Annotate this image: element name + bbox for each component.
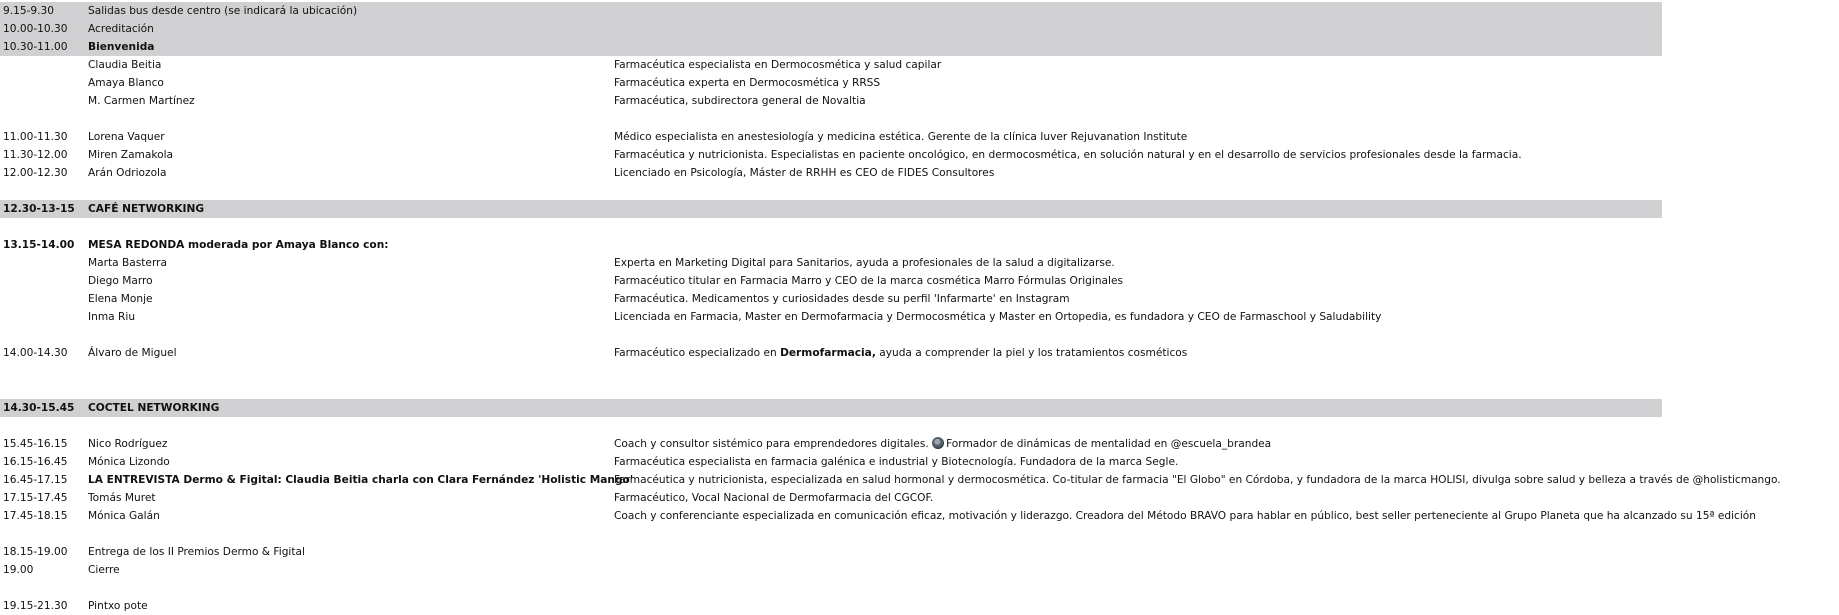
speaker-name: Tomás Muret: [88, 492, 156, 504]
time-cell: 12.00-12.30: [3, 167, 68, 179]
agenda-row: [0, 146, 1839, 164]
description-text: Coach y consultor sistémico para emprendedores digitales.: [614, 438, 933, 450]
agenda-row: [0, 507, 1839, 525]
agenda-row: [0, 290, 1839, 308]
speaker-name: Diego Marro: [88, 275, 153, 287]
speaker-name: Lorena Vaquer: [88, 131, 165, 143]
speaker-name: Mónica Lizondo: [88, 456, 170, 468]
speaker-name: Claudia Beitia: [88, 59, 162, 71]
time-cell: 17.15-17.45: [3, 492, 68, 504]
speaker-name: Arán Odriozola: [88, 167, 167, 179]
title-cell: MESA REDONDA moderada por Amaya Blanco con:: [88, 239, 389, 251]
time-cell: 11.00-11.30: [3, 131, 68, 143]
speaker-name: Amaya Blanco: [88, 77, 164, 89]
agenda-row: [0, 597, 1839, 615]
time-cell: 10.30-11.00: [3, 41, 68, 53]
speaker-description: Farmacéutico titular en Farmacia Marro y CEO de la marca cosmética Marro Fórmulas Originales: [614, 275, 1124, 287]
agenda-row: [0, 344, 1839, 362]
speaker-description: Farmacéutica, subdirectora general de Novaltia: [614, 95, 866, 107]
agenda-row: [0, 254, 1839, 272]
globe-icon: [932, 437, 944, 449]
agenda-row: [0, 399, 1662, 417]
speaker-name: Nico Rodríguez: [88, 438, 168, 450]
speaker-description: Farmacéutica y nutricionista. Especialistas en paciente oncológico, en dermocosmética, en solución natural y en el desarrollo de servicios profesionales desde la farmacia.: [614, 149, 1522, 161]
speaker-name: Álvaro de Miguel: [88, 347, 177, 359]
agenda-row: [0, 471, 1839, 489]
time-cell: 14.00-14.30: [3, 347, 68, 359]
speaker-description: Coach y conferenciante especializada en comunicación eficaz, motivación y liderazgo. Creadora del Método BRAVO para hablar en público, best seller perteneciente al Grupo Planeta que ha alcanzado su 15ª edición: [614, 510, 1756, 522]
speaker-name: Elena Monje: [88, 293, 153, 305]
time-cell: 12.30-13-15: [3, 203, 75, 215]
agenda-row: [0, 20, 1662, 38]
agenda-row: [0, 92, 1839, 110]
time-cell: 18.15-19.00: [3, 546, 68, 558]
title-cell: Pintxo pote: [88, 600, 148, 612]
speaker-description: Farmacéutica especialista en farmacia galénica e industrial y Biotecnología. Fundadora de la marca Segle.: [614, 456, 1179, 468]
agenda-row: [0, 164, 1839, 182]
speaker-name: Mónica Galán: [88, 510, 160, 522]
speaker-name: M. Carmen Martínez: [88, 95, 195, 107]
agenda-row: [0, 200, 1662, 218]
agenda-row: [0, 453, 1839, 471]
speaker-description: Farmacéutica y nutricionista, especializada en salud hormonal y dermocosmética. Co-titular de farmacia "El Globo" en Córdoba, y fundadora de la marca HOLISI, divulga sobre salud y belleza a través de @holisticmango.: [614, 474, 1781, 486]
speaker-description: Experta en Marketing Digital para Sanitarios, ayuda a profesionales de la salud a digitalizarse.: [614, 257, 1115, 269]
speaker-description: [614, 344, 1187, 362]
speaker-name: Miren Zamakola: [88, 149, 174, 161]
title-cell: LA ENTREVISTA Dermo & Figital: Claudia Beitia charla con Clara Fernández 'Holistic Mango': [88, 474, 634, 486]
agenda-row: [0, 236, 1839, 254]
agenda-row: [0, 74, 1839, 92]
speaker-description: [614, 435, 1271, 453]
agenda-row: [0, 56, 1839, 74]
time-cell: 17.45-18.15: [3, 510, 68, 522]
speaker-description: Farmacéutica especialista en Dermocosmética y salud capilar: [614, 59, 942, 71]
agenda-row: [0, 128, 1839, 146]
speaker-name: Marta Basterra: [88, 257, 167, 269]
description-text: ayuda a comprender la piel y los tratamientos cosméticos: [875, 347, 1188, 359]
speaker-name: Inma Riu: [88, 311, 136, 323]
speaker-description: Licenciado en Psicología, Máster de RRHH es CEO de FIDES Consultores: [614, 167, 995, 179]
description-bold-text: Dermofarmacia,: [780, 347, 876, 359]
title-cell: COCTEL NETWORKING: [88, 402, 220, 414]
title-cell: Entrega de los II Premios Dermo & Figital: [88, 546, 305, 558]
description-text: Farmacéutico especializado en: [614, 347, 781, 359]
time-cell: 19.00: [3, 564, 34, 576]
time-cell: 14.30-15.45: [3, 402, 75, 414]
time-cell: 19.15-21.30: [3, 600, 68, 612]
agenda-row: [0, 2, 1662, 20]
time-cell: 13.15-14.00: [3, 239, 75, 251]
agenda-row: [0, 435, 1839, 453]
time-cell: 9.15-9.30: [3, 5, 54, 17]
agenda-row: [0, 38, 1662, 56]
title-cell: Acreditación: [88, 23, 154, 35]
time-cell: 16.15-16.45: [3, 456, 68, 468]
description-text: Formador de dinámicas de mentalidad en @escuela_brandea: [946, 438, 1272, 450]
time-cell: 16.45-17.15: [3, 474, 68, 486]
speaker-description: Farmacéutica. Medicamentos y curiosidades desde su perfil 'Infarmarte' en Instagram: [614, 293, 1070, 305]
agenda-row: [0, 489, 1839, 507]
time-cell: 11.30-12.00: [3, 149, 68, 161]
title-cell: Salidas bus desde centro (se indicará la ubicación): [88, 5, 358, 17]
speaker-description: Médico especialista en anestesiología y medicina estética. Gerente de la clínica Iuver Rejuvanation Institute: [614, 131, 1188, 143]
agenda-row: [0, 561, 1839, 579]
agenda-row: [0, 308, 1839, 326]
speaker-description: Farmacéutica experta en Dermocosmética y RRSS: [614, 77, 881, 89]
time-cell: 10.00-10.30: [3, 23, 68, 35]
time-cell: 15.45-16.15: [3, 438, 68, 450]
title-cell: Bienvenida: [88, 41, 155, 53]
speaker-description: Licenciada en Farmacia, Master en Dermofarmacia y Dermocosmética y Master en Ortopedia, es fundadora y CEO de Farmaschool y Saludability: [614, 311, 1382, 323]
title-cell: Cierre: [88, 564, 120, 576]
speaker-description: Farmacéutico, Vocal Nacional de Dermofarmacia del CGCOF.: [614, 492, 934, 504]
agenda-row: [0, 543, 1839, 561]
title-cell: CAFÉ NETWORKING: [88, 203, 205, 215]
agenda-row: [0, 272, 1839, 290]
